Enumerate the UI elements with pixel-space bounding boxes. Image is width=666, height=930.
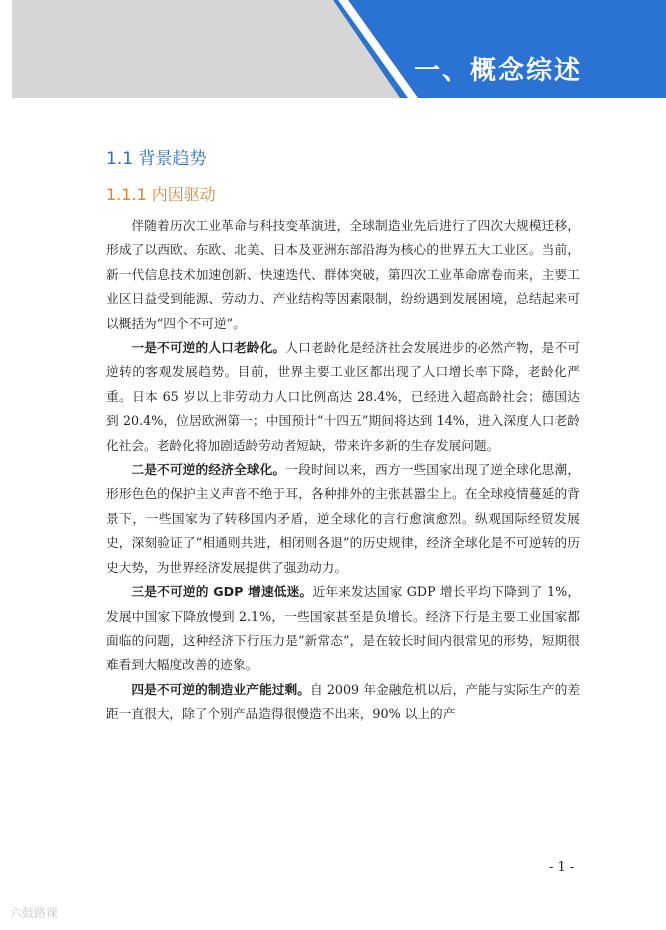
body-text <box>106 214 580 727</box>
section-heading: 1.1 背景趋势 <box>106 149 207 169</box>
paragraph-intro <box>106 214 580 336</box>
paragraph-text: 自 2009 年金融危机以后，产能与实际生产的差距一直很大，除了个别产品造得很慢造不出来，90% 以上的产 <box>106 681 581 722</box>
paragraph-aging <box>106 336 580 458</box>
paragraph-lead: 一是不可逆的人口老龄化。 <box>131 340 286 356</box>
paragraph-text: 人口老龄化是经济社会发展进步的必然产物，是不可逆转的客观发展趋势。目前，世界主要工业区都出现了人口增长率下降，老龄化严重。日本 65 岁以上非劳动力人口比例高达 28.4%，已经进入超高龄社会；德国达到 20.4%，位居欧洲第一；中国预计“十四五”期间将达到 14%，进入深度人口老龄化社会。老龄化将加剧适龄劳动者短缺，带来许多新的生存发展问题。 <box>106 340 581 453</box>
paragraph-lead: 四是不可逆的制造业产能过剩。 <box>131 681 310 697</box>
chapter-title: 一、概念综述 <box>413 56 582 86</box>
paragraph-text: 近年来发达国家 GDP 增长平均下降到了 1%，发展中国家下降放慢到 2.1%，一些国家甚至是负增长。经济下行是主要工业国家都面临的问题，这种经济下行压力是“新常态”，是在较长时间内很常见的形势，短期很难看到大幅度改善的迹象。 <box>106 584 581 673</box>
paragraph-text: 一段时间以来，西方一些国家出现了逆全球化思潮，形形色色的保护主义声音不绝于耳，各种排外的主张甚嚣尘上。在全球疫情蔓延的背景下，一些国家为了转移国内矛盾，逆全球化的言行愈演愈烈。纵观国际经贸发展史，深刻验证了“相通则共进，相闭则各退”的历史规律，经济全球化是不可逆转的历史大势，为世界经济发展提供了强劲动力。 <box>106 462 581 575</box>
page-number: - 1 - <box>549 860 575 875</box>
watermark: 六鼓路课 <box>10 906 59 920</box>
paragraph-overcapacity <box>106 678 580 727</box>
paragraph-lead: 三是不可逆的 GDP 增速低迷。 <box>131 584 313 600</box>
subsection-heading: 1.1.1 内因驱动 <box>106 185 216 204</box>
paragraph-lead: 二是不可逆的经济全球化。 <box>131 462 286 478</box>
paragraph-text: 伴随着历次工业革命与科技变革演进，全球制造业先后进行了四次大规模迁移，形成了以西欧、东欧、北美、日本及亚洲东部沿海为核心的世界五大工业区。当前，新一代信息技术加速创新、快速迭代、群体突破，第四次工业革命席卷而来，主要工业区日益受到能源、劳动力、产业结构等因素限制，纷纷遇到发展困境，总结起来可以概括为“四个不可逆”。 <box>106 218 580 331</box>
paragraph-gdp <box>106 580 580 678</box>
paragraph-globalization <box>106 458 580 580</box>
